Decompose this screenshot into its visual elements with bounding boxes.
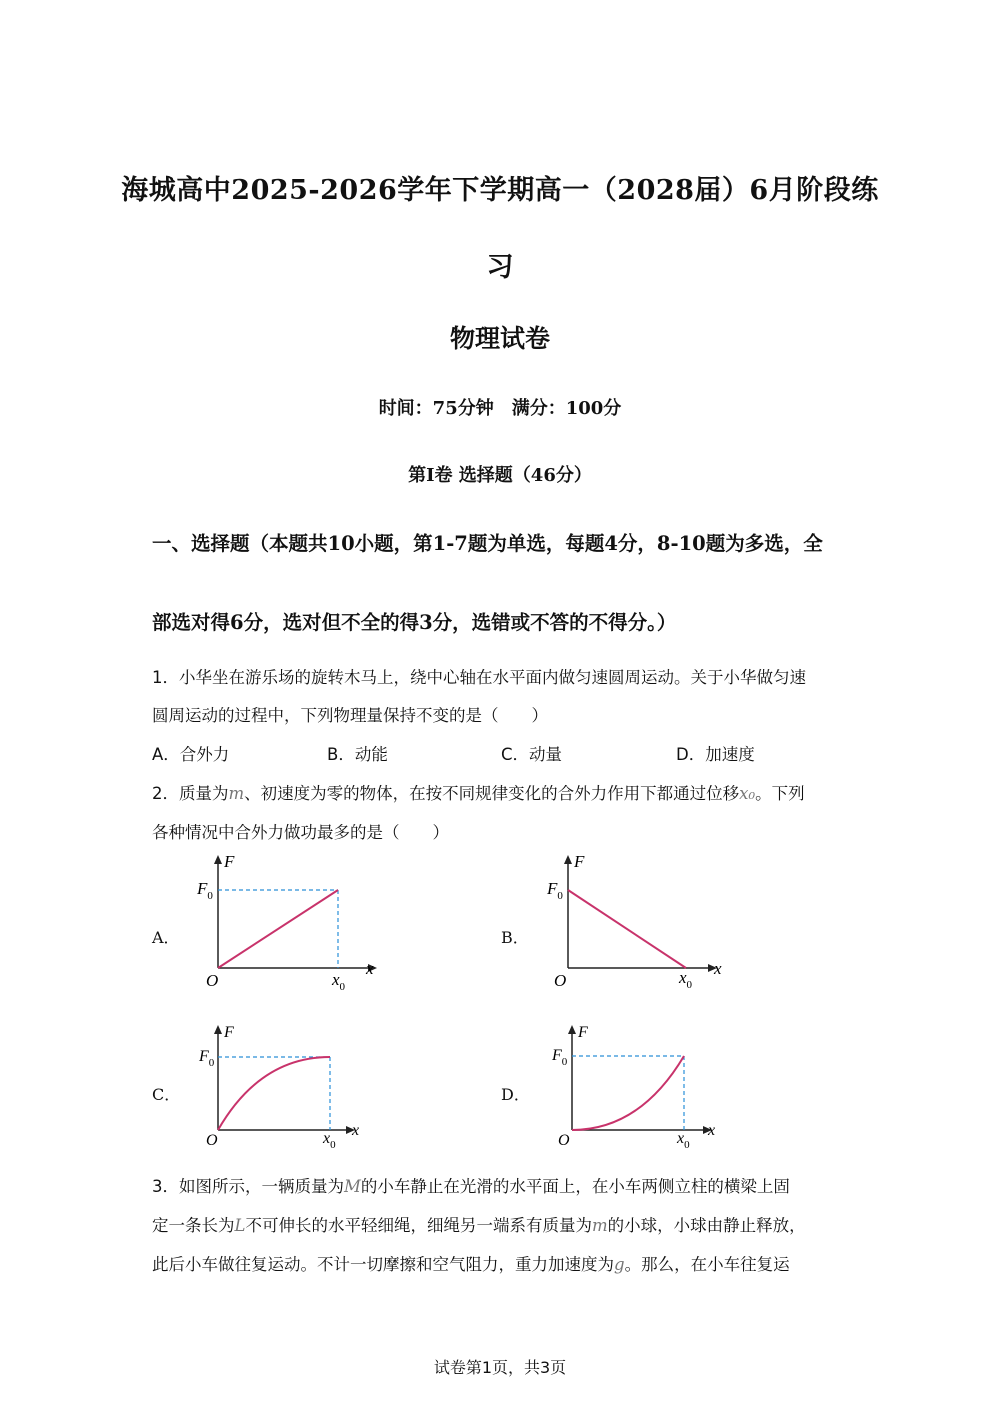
length-symbol: L	[234, 1216, 246, 1235]
q3-line-3: 此后小车做往复运动。不计一切摩擦和空气阻力，重力加速度为g。那么，在小车往复运	[152, 1255, 790, 1274]
f-axis-label: F	[224, 852, 235, 871]
f0-label: $F_0$	[197, 879, 213, 902]
q3-line-1: 3．如图所示，一辆质量为M的小车静止在光滑的水平面上，在小车两侧立柱的横梁上固	[152, 1177, 790, 1196]
q1-option-a: A．合外力	[152, 745, 230, 764]
instructions-line-2: 部选对得6分，选对但不全的得3分，选错或不答的不得分。）	[152, 611, 677, 634]
q1-option-c: C．动量	[501, 745, 563, 764]
f0-label: $F_0$	[547, 879, 563, 902]
car-mass-symbol: M	[344, 1177, 361, 1196]
x0-label: $x_0$	[323, 1130, 336, 1151]
q3-line-2: 定一条长为L不可伸长的水平轻细绳，细绳另一端系有质量为m的小球，小球由静止释放，	[152, 1216, 806, 1235]
f-axis-arrow	[214, 1025, 222, 1034]
section-heading: 第Ⅰ卷 选择题（46分）	[408, 465, 592, 486]
x-axis-label: x	[708, 1122, 716, 1139]
x0-label: $x_0$	[332, 970, 346, 993]
ball-mass-symbol: m	[591, 1216, 608, 1235]
x0-label: $x_0$	[679, 968, 693, 991]
title-line-1: 海城高中2025-2026学年下学期高一（2028届）6月阶段练	[121, 175, 879, 206]
force-curve	[572, 1056, 684, 1130]
graph-a-linear-increase	[190, 850, 390, 995]
x-axis-label: x	[352, 1122, 360, 1139]
q2-line-1: 2．质量为m、初速度为零的物体，在按不同规律变化的合外力作用下都通过位移x₀。下列	[152, 784, 805, 803]
f-axis-label: F	[224, 1024, 234, 1041]
instructions-line-1: 一、选择题（本题共10小题，第1-7题为单选，每题4分，8-10题为多选，全	[152, 532, 823, 555]
graph-a-label: A．	[152, 928, 180, 947]
f-axis-arrow	[564, 855, 572, 864]
origin-label: O	[558, 1132, 570, 1149]
time-score: 时间：75分钟 满分：100分	[378, 398, 622, 419]
title-line-2: 习	[486, 252, 514, 283]
f0-label: $F_0$	[199, 1048, 215, 1069]
q1-option-b: B．动能	[327, 745, 388, 764]
origin-label: O	[206, 1132, 218, 1149]
x-axis-label: x	[366, 959, 374, 978]
page-footer: 试卷第1页，共3页	[433, 1358, 567, 1377]
subject-title: 物理试卷	[449, 324, 550, 353]
q1-line-1: 1．小华坐在游乐场的旋转木马上，绕中心轴在水平面内做匀速圆周运动。关于小华做匀速	[152, 668, 806, 687]
q1-option-d: D．加速度	[676, 745, 755, 764]
x0-label: $x_0$	[677, 1130, 690, 1151]
mass-symbol: m	[228, 784, 245, 803]
graph-d-concave-up	[545, 1018, 745, 1153]
force-curve	[218, 1057, 330, 1130]
force-curve	[218, 890, 338, 968]
graph-c-concave-down	[190, 1018, 390, 1153]
origin-label: O	[554, 971, 567, 990]
x-axis-label: x	[714, 959, 722, 978]
graph-d-label: D．	[501, 1085, 530, 1104]
f0-label: $F_0$	[552, 1047, 568, 1068]
gravity-symbol: g	[614, 1255, 625, 1274]
graph-b-label: B．	[501, 928, 529, 947]
f-axis-label: F	[578, 1024, 588, 1041]
q1-line-2: 圆周运动的过程中，下列物理量保持不变的是（ ）	[152, 706, 548, 725]
graph-c-label: C．	[152, 1085, 181, 1104]
graph-b-linear-decrease	[540, 850, 740, 995]
q2-line-2: 各种情况中合外力做功最多的是（ ）	[152, 823, 449, 842]
f-axis-arrow	[214, 855, 222, 864]
f-axis-arrow	[568, 1025, 576, 1034]
force-curve	[568, 890, 686, 968]
origin-label: O	[206, 971, 219, 990]
displacement-symbol: x₀	[739, 784, 756, 803]
f-axis-label: F	[574, 852, 585, 871]
